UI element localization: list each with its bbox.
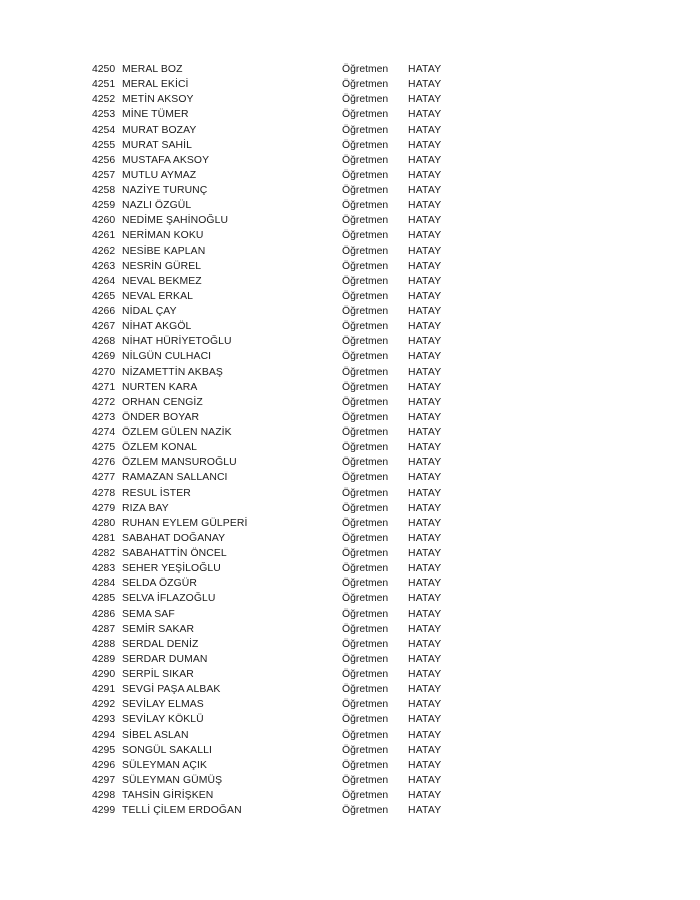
role-label: Öğretmen <box>342 321 389 333</box>
row-number: 4280 <box>92 517 116 529</box>
row-number: 4290 <box>92 669 116 680</box>
city-label: HATAY <box>408 215 442 227</box>
list-item <box>92 289 472 304</box>
row-number: 4269 <box>92 351 116 363</box>
list-item <box>92 62 472 77</box>
role-label: Öğretmen <box>342 669 389 680</box>
list-item <box>92 667 472 682</box>
list-item <box>92 77 472 92</box>
list-item <box>92 516 472 531</box>
role-label: Öğretmen <box>342 638 389 650</box>
row-number: 4294 <box>92 729 116 741</box>
list-item <box>92 198 472 213</box>
person-name: MERAL BOZ <box>122 64 183 75</box>
role-label: Öğretmen <box>342 563 389 575</box>
list-item <box>92 153 472 168</box>
person-name: ÖZLEM MANSUROĞLU <box>122 457 237 469</box>
row-number: 4259 <box>92 200 116 212</box>
row-number: 4260 <box>92 215 116 227</box>
list-item <box>92 274 472 289</box>
person-name: ÖZLEM KONAL <box>122 442 198 454</box>
role-label: Öğretmen <box>342 729 389 741</box>
city-label: HATAY <box>408 124 442 136</box>
row-number: 4283 <box>92 563 116 575</box>
person-name: SABAHATTİN ÖNCEL <box>122 548 227 559</box>
city-label: HATAY <box>408 774 442 786</box>
list-item <box>92 228 472 243</box>
person-name: NEVAL BEKMEZ <box>122 275 202 287</box>
list-item <box>92 259 472 274</box>
list-item <box>92 561 472 576</box>
row-number: 4292 <box>92 699 116 711</box>
list-item <box>92 637 472 652</box>
city-label: HATAY <box>408 381 442 393</box>
row-number: 4287 <box>92 623 116 635</box>
city-label: HATAY <box>408 306 442 317</box>
city-label: HATAY <box>408 275 442 287</box>
person-name: METİN AKSOY <box>122 94 194 106</box>
person-name: SEVGİ PAŞA ALBAK <box>122 684 221 696</box>
role-label: Öğretmen <box>342 790 389 801</box>
city-label: HATAY <box>408 744 442 756</box>
person-name: MERAL EKİCİ <box>122 79 189 91</box>
city-label: HATAY <box>408 260 442 272</box>
list-item <box>92 334 472 349</box>
row-number: 4270 <box>92 366 116 378</box>
person-name: RIZA BAY <box>122 502 169 514</box>
role-label: Öğretmen <box>342 94 389 106</box>
city-label: HATAY <box>408 472 442 484</box>
row-number: 4278 <box>92 487 116 499</box>
list-item <box>92 365 472 380</box>
row-number: 4267 <box>92 321 116 333</box>
person-name: SERDAL DENİZ <box>122 638 199 650</box>
role-label: Öğretmen <box>342 381 389 393</box>
person-name: NİHAT AKGÖL <box>122 321 192 333</box>
person-name: NİLGÜN CULHACI <box>122 351 212 363</box>
row-number: 4298 <box>92 790 116 801</box>
city-label: HATAY <box>408 714 442 726</box>
city-label: HATAY <box>408 139 442 151</box>
role-label: Öğretmen <box>342 79 389 91</box>
city-label: HATAY <box>408 759 442 771</box>
person-name: NERİMAN KOKU <box>122 230 204 242</box>
list-item <box>92 622 472 637</box>
person-name: SEVİLAY ELMAS <box>122 699 204 711</box>
role-label: Öğretmen <box>342 517 389 529</box>
row-number: 4262 <box>92 245 116 257</box>
list-item <box>92 712 472 727</box>
person-name: ÖZLEM GÜLEN NAZİK <box>122 427 232 438</box>
role-label: Öğretmen <box>342 64 389 75</box>
role-label: Öğretmen <box>342 200 389 212</box>
person-name: SELDA ÖZGÜR <box>122 578 198 590</box>
list-item <box>92 425 472 440</box>
city-label: HATAY <box>408 396 442 408</box>
city-label: HATAY <box>408 109 442 121</box>
row-number: 4277 <box>92 472 116 484</box>
row-number: 4274 <box>92 427 116 438</box>
city-label: HATAY <box>408 169 442 181</box>
person-name: MURAT SAHİL <box>122 139 192 151</box>
city-label: HATAY <box>408 608 442 620</box>
list-item <box>92 501 472 516</box>
person-name: NESRİN GÜREL <box>122 260 202 272</box>
role-label: Öğretmen <box>342 457 389 469</box>
person-name: SERDAR DUMAN <box>122 653 208 665</box>
list-item <box>92 395 472 410</box>
role-label: Öğretmen <box>342 442 389 454</box>
city-label: HATAY <box>408 563 442 575</box>
list-item <box>92 410 472 425</box>
role-label: Öğretmen <box>342 578 389 590</box>
role-label: Öğretmen <box>342 759 389 771</box>
role-label: Öğretmen <box>342 714 389 726</box>
row-number: 4261 <box>92 230 116 242</box>
person-name: MURAT BOZAY <box>122 124 197 136</box>
city-label: HATAY <box>408 502 442 514</box>
row-number: 4253 <box>92 109 116 121</box>
role-label: Öğretmen <box>342 684 389 696</box>
row-number: 4254 <box>92 124 116 136</box>
row-number: 4291 <box>92 684 116 696</box>
city-label: HATAY <box>408 790 442 801</box>
person-name: ORHAN CENGİZ <box>122 396 203 408</box>
list-item <box>92 743 472 758</box>
city-label: HATAY <box>408 593 442 605</box>
row-number: 4293 <box>92 714 116 726</box>
row-number: 4264 <box>92 275 116 287</box>
teacher-list <box>92 62 472 818</box>
person-name: NEVAL ERKAL <box>122 290 193 302</box>
list-item <box>92 168 472 183</box>
city-label: HATAY <box>408 94 442 106</box>
role-label: Öğretmen <box>342 306 389 317</box>
row-number: 4251 <box>92 79 116 91</box>
person-name: ÖNDER BOYAR <box>122 411 200 423</box>
role-label: Öğretmen <box>342 608 389 620</box>
person-name: TELLİ ÇİLEM ERDOĞAN <box>122 805 242 817</box>
list-item <box>92 92 472 107</box>
city-label: HATAY <box>408 321 442 333</box>
person-name: NAZLI ÖZGÜL <box>122 200 192 212</box>
row-number: 4265 <box>92 290 116 302</box>
row-number: 4252 <box>92 94 116 106</box>
role-label: Öğretmen <box>342 215 389 227</box>
role-label: Öğretmen <box>342 744 389 756</box>
role-label: Öğretmen <box>342 427 389 438</box>
city-label: HATAY <box>408 366 442 378</box>
person-name: MUSTAFA AKSOY <box>122 154 210 166</box>
person-name: SİBEL ASLAN <box>122 729 189 741</box>
city-label: HATAY <box>408 200 442 212</box>
list-item <box>92 183 472 198</box>
role-label: Öğretmen <box>342 502 389 514</box>
city-label: HATAY <box>408 684 442 696</box>
row-number: 4256 <box>92 154 116 166</box>
person-name: NİZAMETTİN AKBAŞ <box>122 366 223 378</box>
row-number: 4279 <box>92 502 116 514</box>
list-item <box>92 531 472 546</box>
city-label: HATAY <box>408 532 442 544</box>
person-name: SEHER YEŞİLOĞLU <box>122 563 221 575</box>
row-number: 4282 <box>92 548 116 559</box>
city-label: HATAY <box>408 351 442 363</box>
list-item <box>92 470 472 485</box>
row-number: 4250 <box>92 64 116 75</box>
row-number: 4276 <box>92 457 116 469</box>
role-label: Öğretmen <box>342 699 389 711</box>
city-label: HATAY <box>408 245 442 257</box>
person-name: SERPİL SIKAR <box>122 669 194 680</box>
list-item <box>92 244 472 259</box>
role-label: Öğretmen <box>342 774 389 786</box>
person-name: MİNE TÜMER <box>122 109 189 121</box>
city-label: HATAY <box>408 653 442 665</box>
role-label: Öğretmen <box>342 124 389 136</box>
person-name: SABAHAT DOĞANAY <box>122 532 226 544</box>
list-item <box>92 486 472 501</box>
row-number: 4271 <box>92 381 116 393</box>
city-label: HATAY <box>408 290 442 302</box>
list-item <box>92 773 472 788</box>
city-label: HATAY <box>408 230 442 242</box>
person-name: SEMİR SAKAR <box>122 623 195 635</box>
row-number: 4288 <box>92 638 116 650</box>
city-label: HATAY <box>408 578 442 590</box>
role-label: Öğretmen <box>342 411 389 423</box>
list-item <box>92 380 472 395</box>
person-name: SÜLEYMAN GÜMÜŞ <box>122 774 223 786</box>
row-number: 4284 <box>92 578 116 590</box>
list-item <box>92 213 472 228</box>
role-label: Öğretmen <box>342 532 389 544</box>
row-number: 4273 <box>92 411 116 423</box>
row-number: 4299 <box>92 805 116 817</box>
role-label: Öğretmen <box>342 351 389 363</box>
person-name: SEVİLAY KÖKLÜ <box>122 714 204 726</box>
person-name: NURTEN KARA <box>122 381 198 393</box>
city-label: HATAY <box>408 517 442 529</box>
city-label: HATAY <box>408 154 442 166</box>
list-item <box>92 107 472 122</box>
list-item <box>92 682 472 697</box>
list-item <box>92 304 472 319</box>
row-number: 4286 <box>92 608 116 620</box>
person-name: NEDİME ŞAHİNOĞLU <box>122 215 229 227</box>
person-name: SELVA İFLAZOĞLU <box>122 593 216 605</box>
row-number: 4296 <box>92 759 116 771</box>
city-label: HATAY <box>408 442 442 454</box>
person-name: SONGÜL SAKALLI <box>122 744 212 756</box>
list-item <box>92 758 472 773</box>
list-item <box>92 455 472 470</box>
list-item <box>92 123 472 138</box>
role-label: Öğretmen <box>342 290 389 302</box>
row-number: 4272 <box>92 396 116 408</box>
person-name: MUTLU AYMAZ <box>122 169 197 181</box>
row-number: 4266 <box>92 306 116 317</box>
list-item <box>92 728 472 743</box>
list-item <box>92 591 472 606</box>
city-label: HATAY <box>408 64 442 75</box>
person-name: NİHAT HÜRİYETOĞLU <box>122 336 232 348</box>
role-label: Öğretmen <box>342 548 389 559</box>
city-label: HATAY <box>408 185 442 196</box>
role-label: Öğretmen <box>342 623 389 635</box>
role-label: Öğretmen <box>342 336 389 348</box>
person-name: SEMA SAF <box>122 608 175 620</box>
role-label: Öğretmen <box>342 366 389 378</box>
role-label: Öğretmen <box>342 139 389 151</box>
row-number: 4258 <box>92 185 116 196</box>
person-name: NİDAL ÇAY <box>122 306 177 317</box>
role-label: Öğretmen <box>342 275 389 287</box>
row-number: 4268 <box>92 336 116 348</box>
person-name: NAZİYE TURUNÇ <box>122 185 208 196</box>
list-item <box>92 138 472 153</box>
list-item <box>92 697 472 712</box>
list-item <box>92 440 472 455</box>
city-label: HATAY <box>408 638 442 650</box>
role-label: Öğretmen <box>342 653 389 665</box>
role-label: Öğretmen <box>342 245 389 257</box>
row-number: 4285 <box>92 593 116 605</box>
city-label: HATAY <box>408 79 442 91</box>
role-label: Öğretmen <box>342 169 389 181</box>
role-label: Öğretmen <box>342 472 389 484</box>
person-name: SÜLEYMAN AÇIK <box>122 759 208 771</box>
city-label: HATAY <box>408 669 442 680</box>
city-label: HATAY <box>408 427 442 438</box>
city-label: HATAY <box>408 699 442 711</box>
list-item <box>92 788 472 803</box>
city-label: HATAY <box>408 729 442 741</box>
role-label: Öğretmen <box>342 154 389 166</box>
role-label: Öğretmen <box>342 109 389 121</box>
role-label: Öğretmen <box>342 593 389 605</box>
list-item <box>92 576 472 591</box>
role-label: Öğretmen <box>342 230 389 242</box>
role-label: Öğretmen <box>342 487 389 499</box>
city-label: HATAY <box>408 805 442 817</box>
role-label: Öğretmen <box>342 260 389 272</box>
row-number: 4263 <box>92 260 116 272</box>
row-number: 4297 <box>92 774 116 786</box>
row-number: 4289 <box>92 653 116 665</box>
row-number: 4255 <box>92 139 116 151</box>
list-item <box>92 652 472 667</box>
row-number: 4257 <box>92 169 116 181</box>
list-item <box>92 319 472 334</box>
city-label: HATAY <box>408 457 442 469</box>
city-label: HATAY <box>408 411 442 423</box>
person-name: NESİBE KAPLAN <box>122 245 206 257</box>
list-item <box>92 803 472 818</box>
role-label: Öğretmen <box>342 396 389 408</box>
row-number: 4281 <box>92 532 116 544</box>
city-label: HATAY <box>408 487 442 499</box>
list-item <box>92 349 472 364</box>
person-name: RUHAN EYLEM GÜLPERİ <box>122 517 248 529</box>
row-number: 4275 <box>92 442 116 454</box>
role-label: Öğretmen <box>342 185 389 196</box>
role-label: Öğretmen <box>342 805 389 817</box>
city-label: HATAY <box>408 336 442 348</box>
person-name: TAHSİN GİRİŞKEN <box>122 790 214 801</box>
city-label: HATAY <box>408 623 442 635</box>
person-name: RESUL İSTER <box>122 487 191 499</box>
person-name: RAMAZAN SALLANCI <box>122 472 228 484</box>
row-number: 4295 <box>92 744 116 756</box>
city-label: HATAY <box>408 548 442 559</box>
list-item <box>92 607 472 622</box>
list-item <box>92 546 472 561</box>
